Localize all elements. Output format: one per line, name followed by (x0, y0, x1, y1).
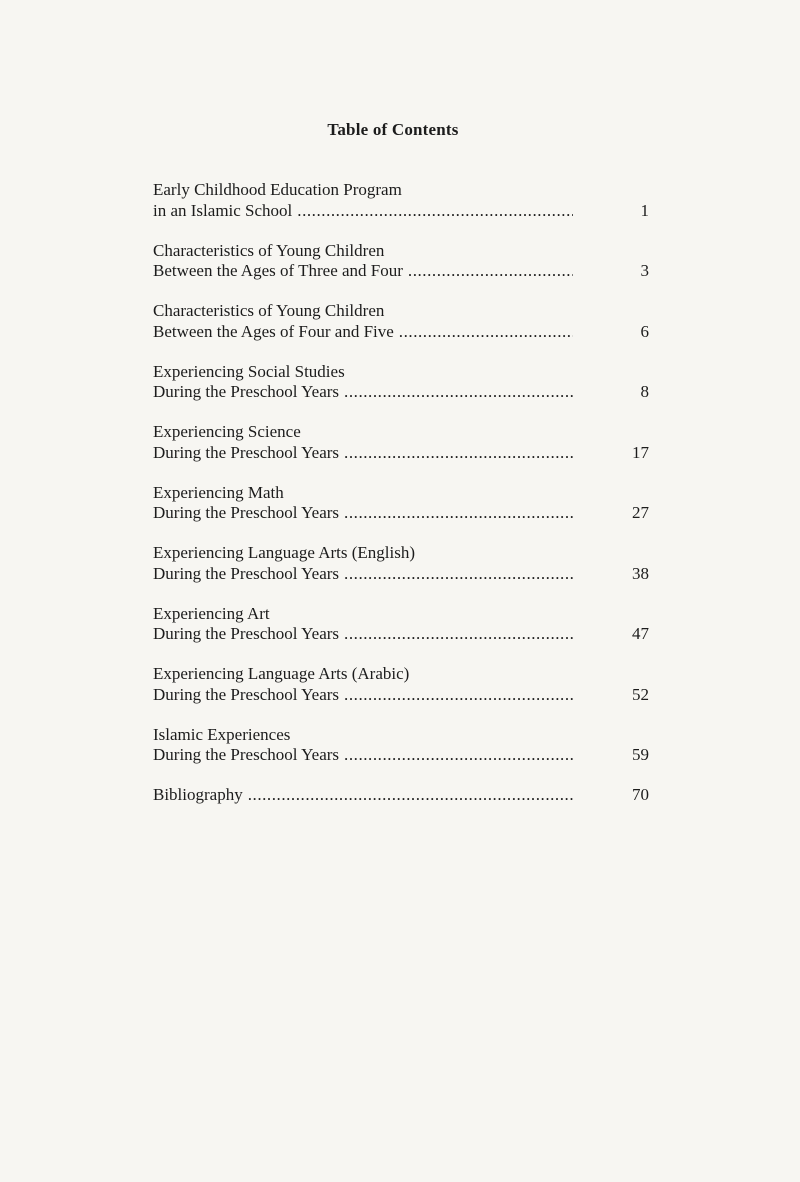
page-number: 70 (632, 785, 649, 804)
toc-entry (153, 362, 653, 403)
toc-entry-title: Experiencing Science (153, 422, 301, 441)
toc-entry-title: Early Childhood Education Program (153, 180, 402, 199)
page-number: 17 (632, 442, 649, 462)
toc-entry-row (153, 624, 653, 645)
page-number: 52 (632, 684, 649, 704)
toc-entry-subtitle: During the Preschool Years (153, 563, 340, 583)
toc-entry-row (153, 201, 653, 222)
dot-leader (339, 382, 573, 401)
toc-entry-row (153, 261, 653, 282)
toc-entry-title: Experiencing Language Arts (English) (153, 543, 416, 562)
toc-entry (153, 483, 653, 524)
dot-leader (292, 201, 573, 220)
toc-entry (153, 664, 653, 705)
toc-entry (153, 543, 653, 584)
toc-entry-title: Experiencing Math (153, 482, 284, 502)
toc-entry (153, 241, 653, 282)
page-title: Table of Contents (327, 120, 459, 139)
toc-entry-subtitle: During the Preschool Years (153, 745, 340, 764)
page-number: 47 (632, 624, 649, 643)
dot-leader (339, 624, 573, 643)
toc-entry-subtitle: During the Preschool Years (153, 684, 340, 704)
toc-entry-row (153, 785, 653, 806)
toc-entry-subtitle: Between the Ages of Three and Four (153, 261, 403, 280)
toc-entry-subtitle: Between the Ages of Four and Five (153, 321, 394, 341)
toc-entry-title: Characteristics of Young Children (153, 301, 385, 320)
toc-entry-row (153, 564, 653, 585)
page-number: 27 (632, 503, 649, 522)
toc-entry-title: Experiencing Social Studies (153, 361, 345, 381)
toc-entry-subtitle: During the Preschool Years (153, 624, 340, 643)
dot-leader (403, 261, 573, 280)
dot-leader (339, 503, 573, 522)
dot-leader (243, 785, 573, 804)
toc-entry-title: Experiencing Language Arts (Arabic) (153, 664, 410, 683)
dot-leader (339, 685, 573, 704)
toc-entry-subtitle: in an Islamic School (153, 200, 293, 220)
toc-entry (153, 725, 653, 766)
toc-entry-bibliography (153, 785, 653, 806)
toc-entry-title: Bibliography (153, 785, 243, 804)
table-of-contents (153, 180, 653, 825)
toc-entry (153, 422, 653, 463)
toc-entry-row (153, 503, 653, 524)
toc-entry-title: Islamic Experiences (153, 724, 291, 744)
toc-entry-row (153, 322, 653, 343)
toc-entry-row (153, 443, 653, 464)
toc-entry (153, 180, 653, 221)
dot-leader (394, 322, 573, 341)
toc-entry (153, 604, 653, 645)
page-number: 6 (640, 321, 649, 341)
page-number: 8 (640, 382, 649, 401)
page-number: 59 (632, 745, 649, 764)
page-number: 1 (640, 200, 649, 220)
dot-leader (339, 443, 573, 462)
toc-entry-subtitle: During the Preschool Years (153, 442, 340, 462)
toc-entry-row (153, 382, 653, 403)
page-number: 3 (640, 261, 649, 280)
toc-entry-title: Experiencing Art (153, 603, 270, 623)
toc-entry-row (153, 745, 653, 766)
dot-leader (339, 564, 573, 583)
dot-leader (339, 745, 573, 764)
toc-entry-subtitle: During the Preschool Years (153, 382, 340, 401)
toc-entry (153, 301, 653, 342)
toc-entry-subtitle: During the Preschool Years (153, 503, 340, 522)
toc-entry-row (153, 685, 653, 706)
toc-entry-title: Characteristics of Young Children (153, 240, 385, 260)
page-number: 38 (632, 563, 649, 583)
